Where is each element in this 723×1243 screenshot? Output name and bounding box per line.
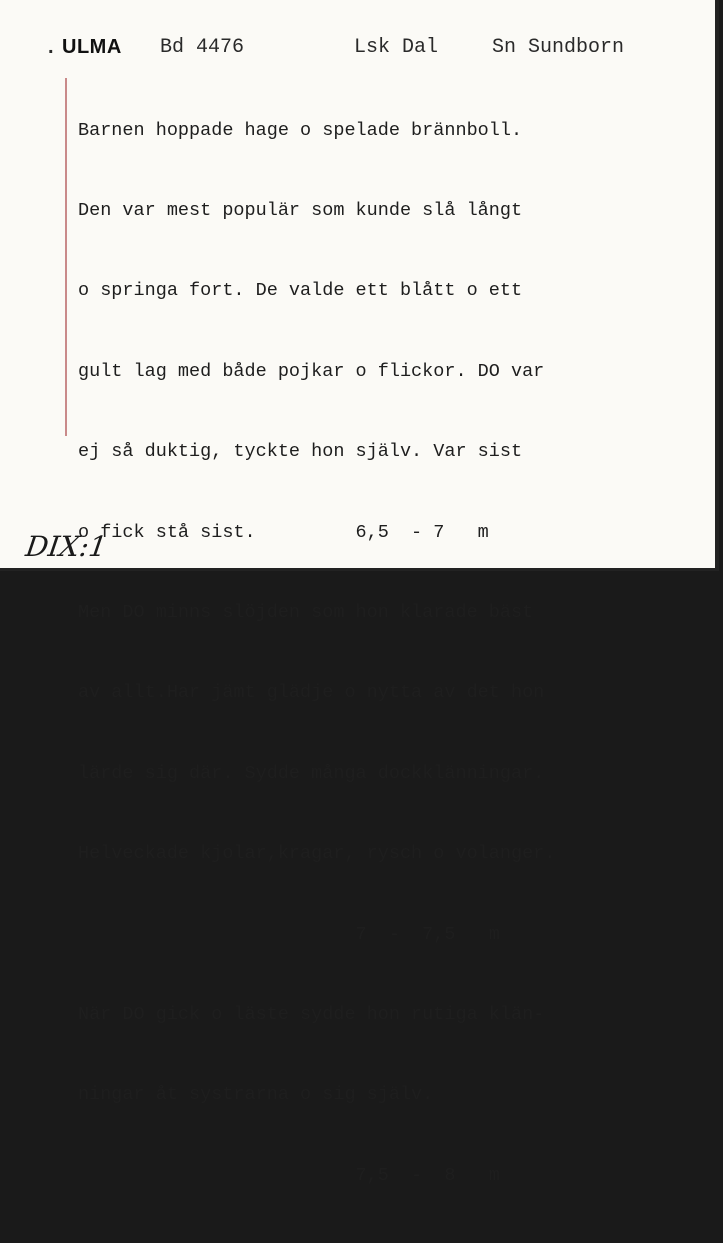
text-line: Barnen hoppade hage o spelade brännboll. [78,119,523,141]
text-line: Den var mest populär som kunde slå långt [78,199,523,221]
text-line: av allt.Har jämt glädje o nytta av det hon [78,682,545,704]
parish-label: Sn Sundborn [492,36,625,59]
text-line: o fick stå sist. 6,5 - 7 m [78,521,489,543]
province-label: Lsk Dal [354,36,439,59]
text-line: ningar åt systrarna o sig själv. [78,1084,434,1106]
handwritten-reference: DIX:1 [23,530,110,563]
text-line: När DO gick o läste sydde hon rutiga klän- [78,1003,545,1025]
header-bullet: . [48,36,54,58]
text-line: 7 - 7,5 m [78,923,500,945]
word-title: ULMA [62,36,122,58]
text-line: 7,5 - 8 m [78,1164,500,1186]
record-text [78,64,555,1243]
text-line: lärde sig där. Sydde många dockklänningar. [78,762,545,784]
text-line: gult lag med både pojkar o flickor. DO var [78,360,545,382]
text-line: o springa fort. De valde ett blått o ett [78,280,523,302]
margin-rule [65,78,67,436]
text-line: Men DO minns slöjden som hon klarade bäst [78,601,534,623]
text-line: ej så duktig, tyckte hon själv. Var sist [78,441,523,463]
record-number: Bd 4476 [160,36,245,59]
text-line: Helveckade kjolar,kragar, rysch o volanger. [78,843,556,865]
